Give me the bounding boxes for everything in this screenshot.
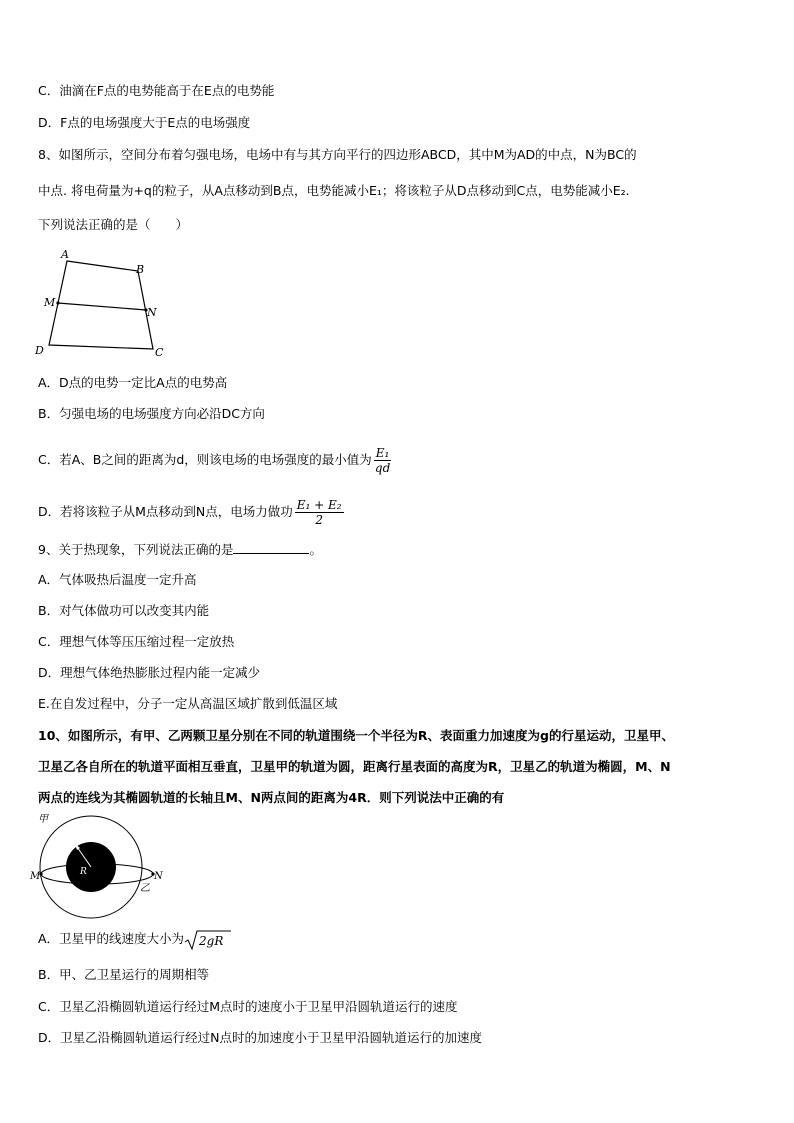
q10-orbit-figure	[30, 812, 180, 922]
q8-option-d: D．若将该粒子从M点移动到N点，电场力做功 $\frac{\text{E₁ + E₂}}{2}$	[38, 498, 342, 527]
q8-stem-line3: 下列说法正确的是（ ）	[38, 217, 189, 232]
label-a: A	[61, 248, 69, 261]
svg-text:2gR: 2gR	[199, 933, 224, 948]
q8-option-c: C．若A、B之间的距离为d，则该电场的电场强度的最小值为 $\frac{\text{E₁}}{qd}$	[38, 446, 391, 475]
sqrt-expression	[184, 928, 232, 951]
q10-stem-line1: 10、如图所示，有甲、乙两颗卫星分别在不同的轨道围绕一个半径为R、表面重力加速度为g的行星运动，卫星甲、	[38, 728, 674, 743]
q9-option-b: B．对气体做功可以改变其内能	[38, 603, 210, 618]
label-d: D	[35, 344, 44, 357]
prev-option-d: D．F点的电场强度大于E点的电场强度	[38, 115, 251, 130]
label-m: M	[44, 296, 56, 309]
label-jia: 甲	[38, 814, 48, 825]
answer-blank	[233, 541, 309, 554]
q10-option-c: C．卫星乙沿椭圆轨道运行经过M点时的速度小于卫星甲沿圆轨道运行的速度	[38, 999, 458, 1014]
fraction-sum-over-2: $\frac{\text{E₁ + E₂}}{2}$	[296, 498, 342, 527]
label-m: M	[30, 871, 41, 882]
q10-option-a: A．卫星甲的线速度大小为 2gR	[38, 928, 232, 951]
q9-option-c: C．理想气体等压压缩过程一定放热	[38, 634, 235, 649]
q8-stem-line2: 中点. 将电荷量为+q的粒子，从A点移动到B点，电势能减小E₁；将该粒子从D点移动到C点，电势能减小E₂.	[38, 183, 630, 198]
q8-option-a: A．D点的电势一定比A点的电势高	[38, 375, 228, 390]
q9-stem: 9、关于热现象，下列说法正确的是 。	[38, 542, 322, 557]
label-n: N	[147, 306, 157, 319]
label-r: R	[80, 867, 87, 877]
q9-option-e: E.在自发过程中，分子一定从高温区域扩散到低温区域	[38, 696, 338, 711]
q10-option-d: D．卫星乙沿椭圆轨道运行经过N点时的加速度小于卫星甲沿圆轨道运行的加速度	[38, 1030, 482, 1045]
q10-stem-line3: 两点的连线为其椭圆轨道的长轴且M、N两点间的距离为4R．则下列说法中正确的有	[38, 790, 505, 805]
prev-option-c: C．油滴在F点的电势能高于在E点的电势能	[38, 83, 275, 98]
label-n: N	[154, 871, 163, 882]
q10-option-b: B．甲、乙卫星运行的周期相等	[38, 967, 210, 982]
fraction-e1-over-qd: $\frac{\text{E₁}}{qd}$	[374, 446, 391, 475]
label-b: B	[136, 263, 145, 276]
label-yi: 乙	[140, 883, 150, 894]
label-c: C	[155, 346, 164, 359]
q8-option-b: B．匀强电场的电场强度方向必沿DC方向	[38, 406, 265, 421]
q9-option-d: D．理想气体绝热膨胀过程内能一定减少	[38, 665, 261, 680]
q8-stem-line1: 8、如图所示，空间分布着匀强电场，电场中有与其方向平行的四边形ABCD，其中M为AD的中点，N为BC的	[38, 147, 637, 162]
q10-stem-line2: 卫星乙各自所在的轨道平面相互垂直，卫星甲的轨道为圆，距离行星表面的高度为R，卫星乙的轨道为椭圆，M、N	[38, 759, 671, 774]
q8-quadrilateral-figure	[30, 246, 180, 362]
q9-option-a: A．气体吸热后温度一定升高	[38, 572, 197, 587]
sqrt-icon	[184, 929, 232, 951]
